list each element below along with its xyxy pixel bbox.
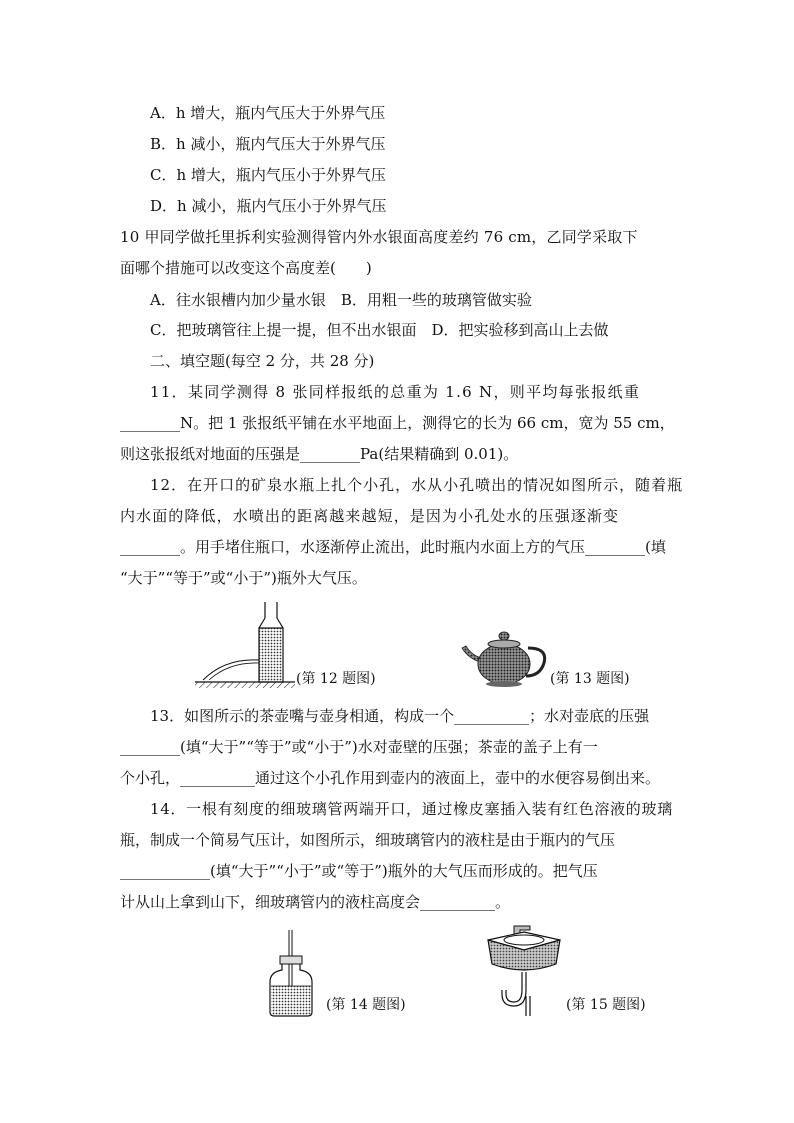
figure-15-washbasin-illustration [484,920,564,1020]
question-14-line2: 瓶，制成一个简易气压计，如图所示，细玻璃管内的液柱是由于瓶内的气压 [120,831,616,849]
figure-13-teapot-illustration [458,618,548,690]
figure-14-barometer-illustration [266,928,316,1018]
question-11-line3: 则这张报纸对地面的压强是________Pa(结果精确到 0.01)。 [120,445,519,463]
figure-15-caption: (第 15 题图) [566,997,646,1013]
figure-14-caption: (第 14 题图) [326,997,406,1013]
figure-12-bottle-illustration [195,600,300,690]
question-13-line2: ________(填“大于”“等于”或“小于”)水对壶壁的压强；茶壶的盖子上有一 [120,738,598,756]
option-10ab: A．往水银槽内加少量水银 B．用粗一些的玻璃管做实验 [150,291,532,309]
section-2-title: 二、填空题(每空 2 分，共 28 分) [150,352,375,370]
option-10cd: C．把玻璃管往上提一提，但不出水银面 D．把实验移到高山上去做 [150,321,609,339]
question-14-line3: ____________(填“大于”“小于”或“等于”)瓶外的大气压而形成的。把气压 [120,862,598,880]
question-11-line1: 11．某同学测得 8 张同样报纸的总重为 1.6 N，则平均每张报纸重 [150,383,641,401]
question-13-line1: 13．如图所示的茶壶嘴与壶身相通，构成一个__________；水对壶底的压强 [150,707,650,725]
figure-13-caption: (第 13 题图) [550,671,630,687]
question-12-line1: 12．在开口的矿泉水瓶上扎个小孔，水从小孔喷出的情况如图所示，随着瓶 [150,476,684,494]
question-12-line2: 内水面的降低，水喷出的距离越来越短，是因为小孔处水的压强逐渐变 [120,507,620,525]
question-12-line3: ________。用手堵住瓶口，水逐渐停止流出，此时瓶内水面上方的气压________(填 [120,538,666,556]
question-13-line3: 个小孔，__________通过这个小孔作用到壶内的液面上，壶中的水便容易倒出来。 [120,769,661,787]
option-9c: C．h 增大，瓶内气压小于外界气压 [150,166,386,184]
figure-12-caption: (第 12 题图) [296,671,376,687]
question-14-line4: 计从山上拿到山下，细玻璃管内的液柱高度会__________。 [120,893,511,911]
option-9a: A．h 增大，瓶内气压大于外界气压 [150,104,386,122]
question-14-line1: 14．一根有刻度的细玻璃管两端开口，通过橡皮塞插入装有红色溶液的玻璃 [150,800,673,818]
question-10-line2: 面哪个措施可以改变这个高度差( ) [120,259,372,277]
option-9b: B．h 减小，瓶内气压大于外界气压 [150,135,386,153]
question-12-line4: “大于”“等于”或“小于”)瓶外大气压。 [120,569,367,587]
question-10-line1: 10 甲同学做托里拆利实验测得管内外水银面高度差约 76 cm，乙同学采取下 [120,228,638,246]
option-9d: D．h 减小，瓶内气压小于外界气压 [150,197,387,215]
question-11-line2: ________N。把 1 张报纸平铺在水平地面上，测得它的长为 66 cm，宽为 55 cm， [120,414,675,432]
